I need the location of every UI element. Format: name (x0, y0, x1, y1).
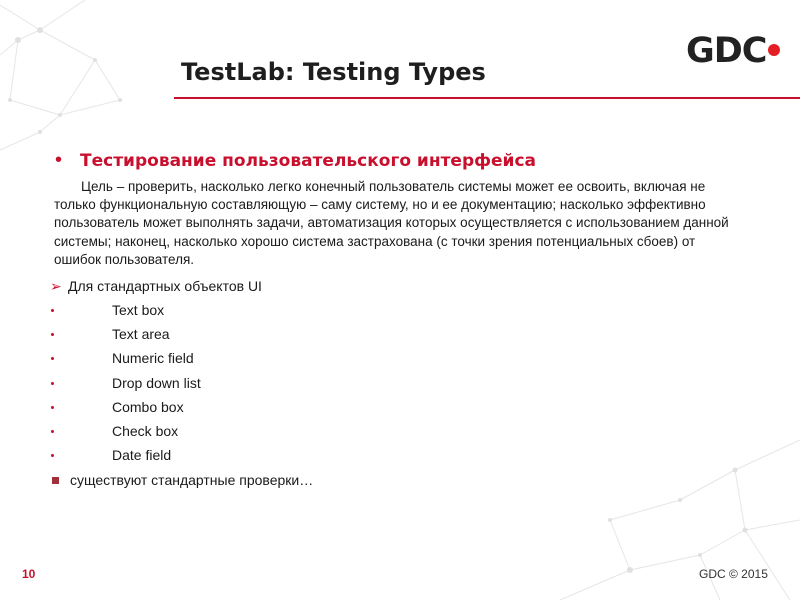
square-bullet-icon (52, 477, 59, 484)
dot-bullet-icon (51, 357, 54, 360)
list-item-label: Text area (112, 326, 170, 342)
list-item-label: Combo box (112, 399, 184, 415)
dot-bullet-icon (51, 406, 54, 409)
list-item (50, 373, 201, 393)
gdc-logo (686, 32, 780, 70)
logo-red-dot-icon (768, 44, 780, 56)
list-item-label: Numeric field (112, 350, 194, 366)
chevron-right-icon: ➢ (50, 278, 62, 294)
list-item-label: Drop down list (112, 375, 201, 391)
objects-intro-text: Для стандартных объектов UI (68, 278, 262, 294)
list-item-label: Text box (112, 302, 165, 318)
dot-bullet-icon (51, 454, 54, 457)
list-item-label: Date field (112, 447, 172, 463)
objects-intro-row (50, 276, 262, 296)
list-item (50, 397, 184, 417)
list-item (50, 300, 165, 320)
dot-bullet-icon (51, 382, 54, 385)
checks-text: существуют стандартные проверки… (70, 472, 314, 488)
round-bullet-icon: • (55, 149, 63, 171)
list-item (50, 421, 179, 441)
section-heading: Тестирование пользовательского интерфейса (80, 151, 536, 171)
dot-bullet-icon (51, 309, 54, 312)
dot-bullet-icon (51, 430, 54, 433)
checks-row (50, 470, 313, 490)
page-number: 10 (22, 567, 36, 581)
description-paragraph: Цель – проверить, насколько легко конечный пользователь системы может ее освоить, включая не только функциональную составляющую – саму систему, но и ее документацию; насколько эффективно пользователь может выполнять задачи, автоматизация которых осуществляется с использованием данной системы; наконец, насколько хорошо система застрахована (с точки зрения потенциальных сбоев) от ошибок пользователя. (54, 179, 729, 267)
list-item (50, 348, 194, 368)
title-underline (174, 97, 800, 99)
list-item (50, 445, 172, 465)
list-item-label: Check box (112, 423, 179, 439)
logo-text: GDC (686, 31, 767, 71)
dot-bullet-icon (51, 333, 54, 336)
footer-copyright: GDC © 2015 (699, 567, 768, 581)
list-item (50, 324, 170, 344)
slide-title: TestLab: Testing Types (181, 58, 486, 86)
